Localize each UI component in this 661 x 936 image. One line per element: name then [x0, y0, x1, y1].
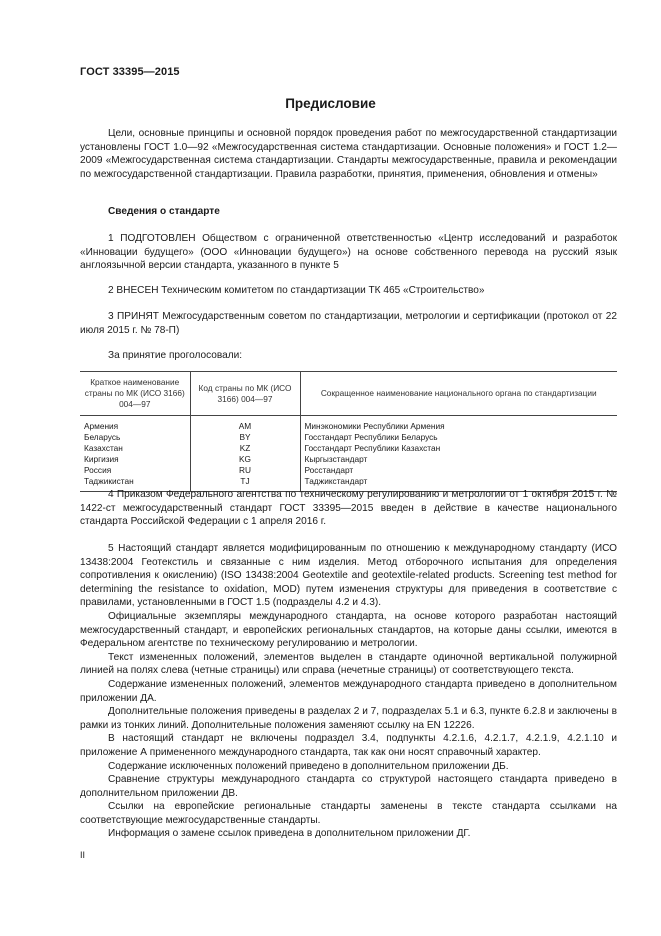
country-cell: Беларусь — [84, 432, 121, 442]
table-row — [80, 465, 617, 476]
column-header-country: Краткое наименование страны по МК (ИСО 3166) 004—97 — [84, 377, 185, 409]
table-header-row — [80, 372, 617, 416]
section-heading: Сведения о стандарте — [108, 206, 220, 217]
page-number: II — [80, 850, 86, 860]
country-cell: Казахстан — [84, 443, 123, 453]
item-5-excluded: В настоящий стандарт не включены подраздел 3.4, подпункты 4.2.1.6, 4.2.1.7, 4.2.1.9, 4.2.1.10 и приложение А примененного международного стандарта, так как они носят справочный характер. — [80, 733, 617, 758]
item-4-text: 4 Приказом Федерального агентства по техническому регулированию и метрологии от 1 октября 2015 г. № 1422-ст межгосударственный стандарт ГОСТ 33395—2015 введен в действие в качестве национального стандарта Российской Федерации с 1 апреля 2016 г. — [80, 489, 617, 528]
item-5-annex-dg: Информация о замене ссылок приведена в дополнительном приложении ДГ. — [108, 828, 471, 840]
country-cell: Россия — [84, 465, 112, 475]
body-cell: Таджикстандарт — [300, 476, 617, 492]
item-1 — [80, 232, 617, 273]
item-2 — [80, 284, 617, 298]
item-5-official-copies: Официальные экземпляры международного стандарта, на основе которого разработан настоящий межгосударственный стандарт, и европейских региональных стандартов, на которые даны ссылки, имеются в Федеральном агентстве по техническому регулированию и метрологии. — [80, 610, 617, 650]
item-3 — [80, 310, 617, 337]
code-cell: AM — [190, 416, 300, 433]
item-5-annex-db: Содержание исключенных положений приведено в дополнительном приложении ДБ. — [108, 760, 509, 772]
body-cell: Кыргызстандарт — [300, 454, 617, 465]
intro-text: Цели, основные принципы и основной порядок проведения работ по межгосударственной стандартизации установлены ГОСТ 1.0—92 «Межгосударственная система стандартизации. Основные положения» и ГОСТ 1.2—2009 «Межгосударственная система стандартизации. Стандарты межгосударственные, правила и рекомендации по межгосударственной стандартизации. Правила разработки, принятия, применения, обновления и отмены» — [80, 128, 617, 180]
body-cell: Госстандарт Республики Беларусь — [300, 432, 617, 443]
country-cell: Киргизия — [84, 454, 119, 464]
item-5-text: 5 Настоящий стандарт является модифицированным по отношению к международному стандарту (ИСО 13438:2004 Геотекстиль и связанные с ним изделия. Метод отборочного испытания для определения сопротивления к окислению) (ISO 13438:2004 Geotextile and geotextile-related products. Screening test method for determining the resistance to oxidation, MOD) путем изменения структуры для приведения в соответствие с правилами, установленными в ГОСТ 1.5 (подразделы 4.2 и 4.3). — [80, 543, 617, 609]
code-cell: BY — [190, 432, 300, 443]
table-row — [80, 432, 617, 443]
item-4 — [80, 488, 617, 529]
voted-label — [80, 349, 617, 363]
item-5-annex-dv: Сравнение структуры международного стандарта со структурой настоящего стандарта приведено в дополнительном приложении ДВ. — [80, 774, 617, 799]
code-cell: RU — [190, 465, 300, 476]
column-header-body: Сокращенное наименование национального органа по стандартизации — [300, 372, 617, 416]
item-5 — [80, 542, 617, 841]
body-cell: Госстандарт Республики Казахстан — [300, 443, 617, 454]
item-5-changed-text: Текст измененных положений, элементов выделен в стандарте одиночной вертикальной полужирной линией на полях слева (четные страницы) или справа (нечетные страницы) от соответствующего текста. — [80, 651, 617, 677]
country-cell: Таджикистан — [84, 476, 134, 486]
standard-code-header: ГОСТ 33395—2015 — [80, 66, 180, 78]
code-cell: KG — [190, 454, 300, 465]
voting-table — [80, 371, 617, 492]
code-cell: KZ — [190, 443, 300, 454]
country-cell: Армения — [84, 421, 119, 431]
column-header-code: Код страны по МК (ИСО 3166) 004—97 — [190, 372, 300, 416]
body-cell: Минэкономики Республики Армения — [300, 416, 617, 433]
voted-label-text: За принятие проголосовали: — [108, 350, 243, 361]
table-row — [80, 443, 617, 454]
code-cell: TJ — [190, 476, 300, 492]
item-5-additional: Дополнительные положения приведены в разделах 2 и 7, подразделах 5.1 и 6.3, пункте 6.2.8 и заключены в рамки из тонких линий. Дополнительные положения заменяют ссылку на EN 12226. — [80, 706, 617, 731]
item-5-annex-da: Содержание измененных положений, элементов международного стандарта приведено в дополнительном приложении ДА. — [80, 678, 617, 704]
intro-paragraph — [80, 127, 617, 181]
table-row — [80, 454, 617, 465]
item-5-references: Ссылки на европейские региональные стандарты заменены в тексте стандарта ссылками на соответствующие межгосударственные стандарты. — [80, 801, 617, 826]
item-1-text: 1 ПОДГОТОВЛЕН Обществом с ограниченной ответственностью «Центр исследований и разработок «Инновации будущего» (ООО «Инновации будущего») на основе собственного перевода на русский язык англоязычной версии стандарта, указанного в пункте 5 — [80, 233, 617, 272]
table-row — [80, 416, 617, 433]
item-3-text: 3 ПРИНЯТ Межгосударственным советом по стандартизации, метрологии и сертификации (протокол от 22 июля 2015 г. № 78-П) — [80, 311, 617, 336]
item-2-text: 2 ВНЕСЕН Техническим комитетом по стандартизации ТК 465 «Строительство» — [108, 285, 485, 296]
page-title: Предисловие — [285, 96, 376, 111]
body-cell: Росстандарт — [300, 465, 617, 476]
